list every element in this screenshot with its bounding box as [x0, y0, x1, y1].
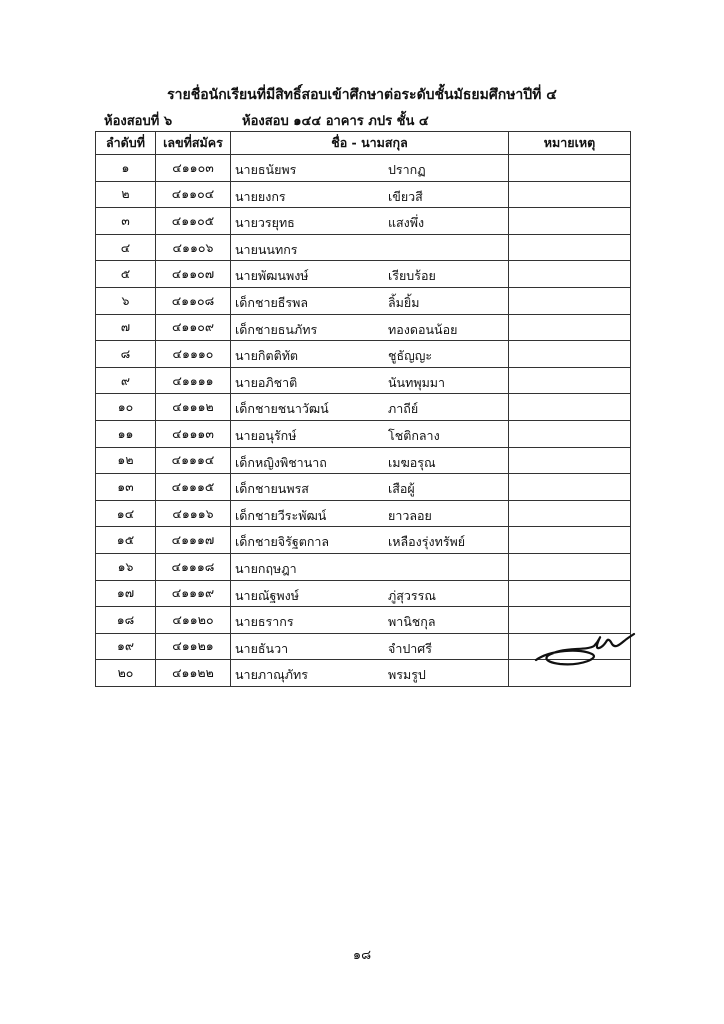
row-first-name: เด็กชายวีระพัฒน์	[235, 507, 327, 523]
table-row	[96, 420, 631, 447]
row-full-name	[231, 155, 509, 182]
row-application-number: ๔๑๑๑๖	[156, 500, 231, 527]
row-first-name: นายนนทกร	[235, 241, 298, 257]
row-full-name	[231, 234, 509, 261]
row-order: ๔	[96, 234, 156, 261]
handwritten-signature	[530, 620, 640, 672]
row-order: ๖	[96, 287, 156, 314]
row-last-name: ลิ้มยิ้ม	[388, 294, 420, 310]
row-application-number: ๔๑๑๑๗	[156, 527, 231, 554]
row-remarks	[509, 287, 631, 314]
row-application-number: ๔๑๑๐๙	[156, 314, 231, 341]
table-row	[96, 553, 631, 580]
row-remarks	[509, 314, 631, 341]
row-remarks	[509, 341, 631, 368]
row-order: ๑๕	[96, 527, 156, 554]
row-order: ๑๑	[96, 420, 156, 447]
row-remarks	[509, 208, 631, 235]
exam-location: ห้องสอบ ๑๔๔ อาคาร ภปร ชั้น ๔	[242, 114, 429, 129]
row-remarks	[509, 580, 631, 607]
row-application-number: ๔๑๑๑๐	[156, 341, 231, 368]
row-full-name	[231, 553, 509, 580]
row-first-name: นายอนุรักษ์	[235, 427, 297, 443]
row-order: ๘	[96, 341, 156, 368]
row-first-name: นายภาณุภัทร	[235, 667, 308, 683]
row-remarks	[509, 234, 631, 261]
row-last-name: โชติกลาง	[388, 427, 440, 443]
row-order: ๑๙	[96, 633, 156, 660]
row-first-name: เด็กชายชนาวัฒน์	[235, 401, 329, 417]
row-last-name: เขียวสี	[388, 188, 423, 204]
row-order: ๕	[96, 261, 156, 288]
row-order: ๑๘	[96, 607, 156, 634]
row-first-name: นายยงกร	[235, 188, 286, 204]
student-roster-table	[95, 131, 631, 687]
row-order: ๒๐	[96, 660, 156, 687]
row-application-number: ๔๑๑๑๕	[156, 474, 231, 501]
row-remarks	[509, 367, 631, 394]
row-full-name	[231, 447, 509, 474]
row-remarks	[509, 474, 631, 501]
row-last-name: ชูธัญญะ	[388, 348, 433, 364]
row-full-name	[231, 261, 509, 288]
row-full-name	[231, 314, 509, 341]
row-full-name	[231, 660, 509, 687]
row-first-name: นายวรยุทธ	[235, 215, 295, 231]
row-order: ๑๗	[96, 580, 156, 607]
row-order: ๑๓	[96, 474, 156, 501]
row-order: ๒	[96, 181, 156, 208]
row-order: ๗	[96, 314, 156, 341]
table-row	[96, 447, 631, 474]
row-remarks	[509, 261, 631, 288]
table-row	[96, 208, 631, 235]
row-last-name: พรมรูป	[388, 667, 426, 683]
row-application-number: ๔๑๑๑๑	[156, 367, 231, 394]
row-last-name: เสือผู้	[388, 481, 415, 497]
table-row	[96, 527, 631, 554]
table-row	[96, 261, 631, 288]
header-order: ลำดับที่	[96, 132, 156, 155]
row-last-name: ภู่สุวรรณ	[388, 587, 436, 603]
row-application-number: ๔๑๑๐๓	[156, 155, 231, 182]
row-application-number: ๔๑๑๑๙	[156, 580, 231, 607]
row-application-number: ๔๑๑๐๔	[156, 181, 231, 208]
table-row	[96, 341, 631, 368]
table-row	[96, 181, 631, 208]
table-row	[96, 314, 631, 341]
row-full-name	[231, 367, 509, 394]
row-full-name	[231, 607, 509, 634]
row-full-name	[231, 287, 509, 314]
row-first-name: นายณัฐพงษ์	[235, 587, 299, 603]
row-first-name: เด็กชายนพรส	[235, 481, 309, 497]
page-number: ๑๘	[352, 948, 372, 963]
row-last-name: เรียบร้อย	[388, 268, 436, 284]
row-order: ๓	[96, 208, 156, 235]
row-full-name	[231, 341, 509, 368]
row-application-number: ๔๑๑๑๒	[156, 394, 231, 421]
header-full-name: ชื่อ - นามสกุล	[231, 132, 509, 155]
table-row	[96, 287, 631, 314]
row-application-number: ๔๑๑๒๐	[156, 607, 231, 634]
table-header-row	[96, 132, 631, 155]
row-full-name	[231, 633, 509, 660]
row-remarks	[509, 527, 631, 554]
row-first-name: นายกิตติทัต	[235, 348, 299, 364]
row-application-number: ๔๑๑๐๗	[156, 261, 231, 288]
row-first-name: นายกฤษฎา	[235, 560, 297, 576]
row-remarks	[509, 447, 631, 474]
row-last-name: นันทพุมมา	[388, 374, 446, 390]
row-application-number: ๔๑๑๐๖	[156, 234, 231, 261]
row-order: ๑	[96, 155, 156, 182]
row-full-name	[231, 580, 509, 607]
row-first-name: เด็กชายจิรัฐตกาล	[235, 534, 330, 550]
table-row	[96, 394, 631, 421]
row-order: ๙	[96, 367, 156, 394]
row-remarks	[509, 155, 631, 182]
row-full-name	[231, 474, 509, 501]
row-first-name: เด็กหญิงพิชานาถ	[235, 454, 327, 470]
exam-room-label: ห้องสอบที่ ๖	[104, 114, 173, 129]
header-remarks: หมายเหตุ	[509, 132, 631, 155]
row-last-name: แสงพึ่ง	[388, 215, 425, 231]
row-remarks	[509, 394, 631, 421]
row-last-name: เมฆอรุณ	[388, 454, 436, 470]
row-application-number: ๔๑๑๐๕	[156, 208, 231, 235]
row-application-number: ๔๑๑๑๓	[156, 420, 231, 447]
row-first-name: นายอภิชาติ	[235, 374, 298, 390]
row-order: ๑๒	[96, 447, 156, 474]
row-last-name: ทองดอนน้อย	[388, 321, 458, 337]
row-remarks	[509, 420, 631, 447]
table-row	[96, 500, 631, 527]
table-row	[96, 580, 631, 607]
row-remarks	[509, 181, 631, 208]
row-application-number: ๔๑๑๒๒	[156, 660, 231, 687]
row-application-number: ๔๑๑๑๘	[156, 553, 231, 580]
row-order: ๑๐	[96, 394, 156, 421]
table-row	[96, 474, 631, 501]
row-application-number: ๔๑๑๐๘	[156, 287, 231, 314]
row-first-name: เด็กชายธีรพล	[235, 294, 309, 310]
row-last-name: พานิชกุล	[388, 614, 436, 630]
row-full-name	[231, 420, 509, 447]
row-first-name: นายธันวา	[235, 640, 289, 656]
row-full-name	[231, 208, 509, 235]
row-application-number: ๔๑๑๑๔	[156, 447, 231, 474]
row-first-name: นายธนัยพร	[235, 162, 297, 177]
table-body	[96, 155, 631, 687]
row-first-name: นายธรากร	[235, 614, 294, 630]
row-remarks	[509, 500, 631, 527]
row-last-name: จำปาศรี	[388, 640, 432, 656]
document-title: รายชื่อนักเรียนที่มีสิทธิ์สอบเข้าศึกษาต่อระดับชั้นมัธยมศึกษาปีที่ ๔	[167, 87, 557, 103]
row-application-number: ๔๑๑๒๑	[156, 633, 231, 660]
row-first-name: นายพัฒนพงษ์	[235, 268, 309, 284]
row-remarks	[509, 553, 631, 580]
row-last-name: เหลืองรุ่งทรัพย์	[388, 534, 466, 550]
header-application-number: เลขที่สมัคร	[156, 132, 231, 155]
table-row	[96, 234, 631, 261]
row-last-name: ปรากฏ	[388, 162, 426, 177]
table-row	[96, 367, 631, 394]
row-full-name	[231, 500, 509, 527]
row-order: ๑๔	[96, 500, 156, 527]
row-full-name	[231, 181, 509, 208]
row-last-name: ยาวลอย	[388, 507, 432, 523]
row-first-name: เด็กชายธนภัทร	[235, 321, 318, 337]
table-row	[96, 155, 631, 182]
row-order: ๑๖	[96, 553, 156, 580]
row-last-name: ภาถีย์	[388, 401, 419, 417]
row-full-name	[231, 527, 509, 554]
row-full-name	[231, 394, 509, 421]
